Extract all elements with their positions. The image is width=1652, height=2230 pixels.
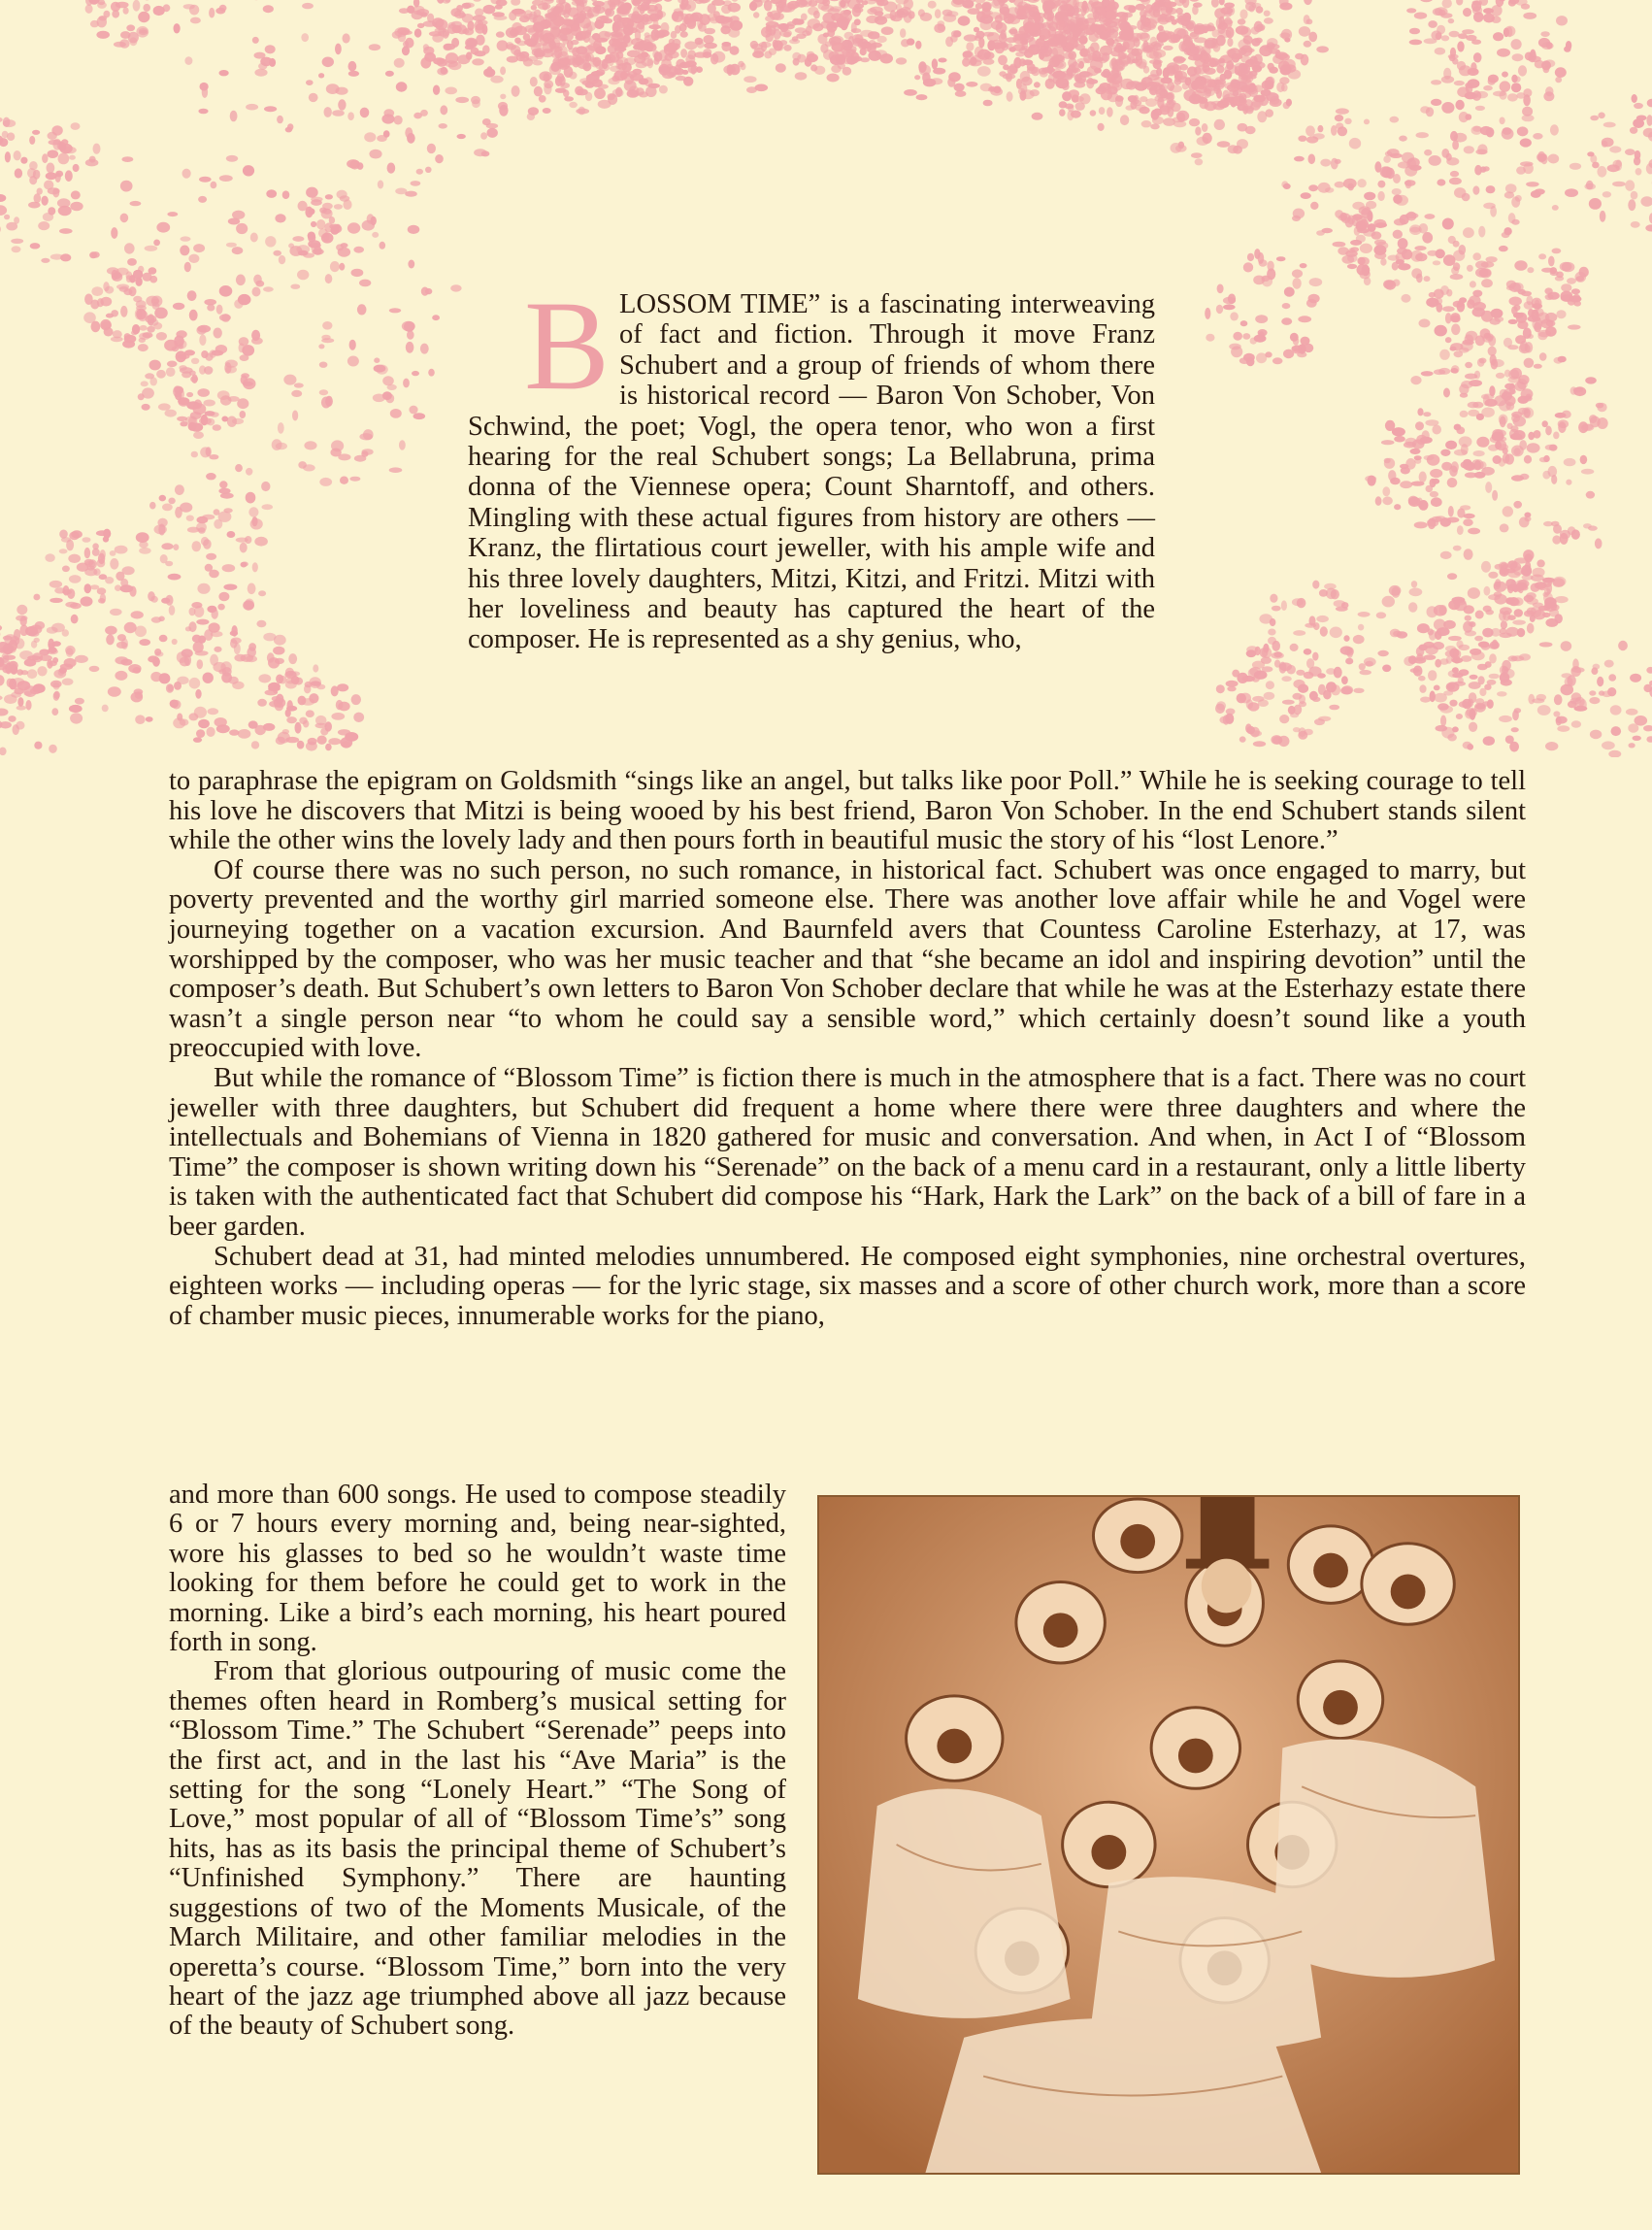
- paragraph-historical-fact: Of course there was no such person, no such romance, in historical fact. Schubert was once engaged to marry, but poverty prevented and the worthy girl married someone else. There was another love affair while he and Vogel were journeying together on a vacation excursion. And Baurnfeld avers that Countess Caroline Esterhazy, at 17, was worshipped by the composer, who was her music teacher and that “she became an idol and inspiring devotion” until the composer’s death. But Schubert’s own letters to Baron Von Schober declare that while he was at the Esterhazy estate there wasn’t a single person near “to whom he could say a sensible word,” which certainly doesn’t sound like a youth preoccupied with love.: [169, 854, 1526, 1064]
- paragraph-romberg: From that glorious outpouring of music come the themes often heard in Romberg’s musical setting for “Blossom Time.” The Schubert “Serenade” peeps into the first act, and in the last his “Ave Maria” is the setting for the song “Lonely Heart.” “The Song of Love,” most popular of all of “Blossom Time’s” song hits, has as its basis the principal theme of Schubert’s “Unfinished Symphony.” There are haunting suggestions of two of the Moments Musicale, of the March Militaire, and other familiar melodies in the operetta’s course. “Blossom Time,” born into the very heart of the jazz age triumphed above all jazz because of the beauty of Schubert song.: [169, 1656, 786, 2042]
- lead-paragraph: [468, 274, 1155, 655]
- drop-cap: B: [524, 274, 611, 416]
- cast-photo: [817, 1495, 1520, 2175]
- paragraph-melodies-continued: and more than 600 songs. He used to compose steadily 6 or 7 hours every morning and, being near-sighted, wore his glasses to bed so he wouldn’t waste time looking for them before he could get to work in the morning. Like a bird’s each morning, his heart poured forth in song.: [169, 1480, 786, 1658]
- cast-photo-icon: [819, 1497, 1518, 2173]
- lead-continuation: to paraphrase the epigram on Goldsmith “sings like an angel, but talks like poor Poll.” While he is seeking courage to tell his love he discovers that Mitzi is being wooed by his best friend, Baron Von Schober. In the end Schubert stands silent while the other wins the lovely lady and then pours forth in beautiful music the story of his “lost Lenore.”: [169, 766, 1526, 856]
- paragraph-melodies: Schubert dead at 31, had minted melodies unnumbered. He composed eight symphonies, nine orchestral overtures, eighteen works — including operas — for the lyric stage, six masses and a score of other church work, more than a score of chamber music pieces, innumerable works for the piano,: [169, 1241, 1526, 1331]
- paragraph-atmosphere: But while the romance of “Blossom Time” is fiction there is much in the atmosphere that is a fact. There was no court jeweller with three daughters, but Schubert did frequent a home where there were three daughters and where the intellectuals and Bohemians of Vienna in 1820 gathered for music and conversation. And when, in Act I of “Blossom Time” the composer is shown writing down his “Serenade” on the back of a menu card in a restaurant, only a little liberty is taken with the authenticated fact that Schubert did compose his “Hark, Hark the Lark” on the back of a bill of fare in a beer garden.: [169, 1062, 1526, 1242]
- full-width-body: [169, 767, 1526, 1331]
- left-column-body: [169, 1481, 786, 2042]
- lead-paragraph-text: LOSSOM TIME” is a fascinating interweaving of fact and fiction. Through it move Franz Schubert and a group of friends of whom there is historical record — Baron Von Schober, Von Schwind, the poet; Vogl, the opera tenor, who won a first hearing for the real Schubert songs; La Bellabruna, prima donna of the Viennese opera; Count Sharntoff, and others. Mingling with these actual figures from history are others — Kranz, the flirtatious court jeweller, with his ample wife and his three lovely daughters, Mitzi, Kitzi, and Fritzi. Mitzi with her loveliness and beauty has captured the heart of the composer. He is represented as a shy genius, who,: [468, 289, 1155, 655]
